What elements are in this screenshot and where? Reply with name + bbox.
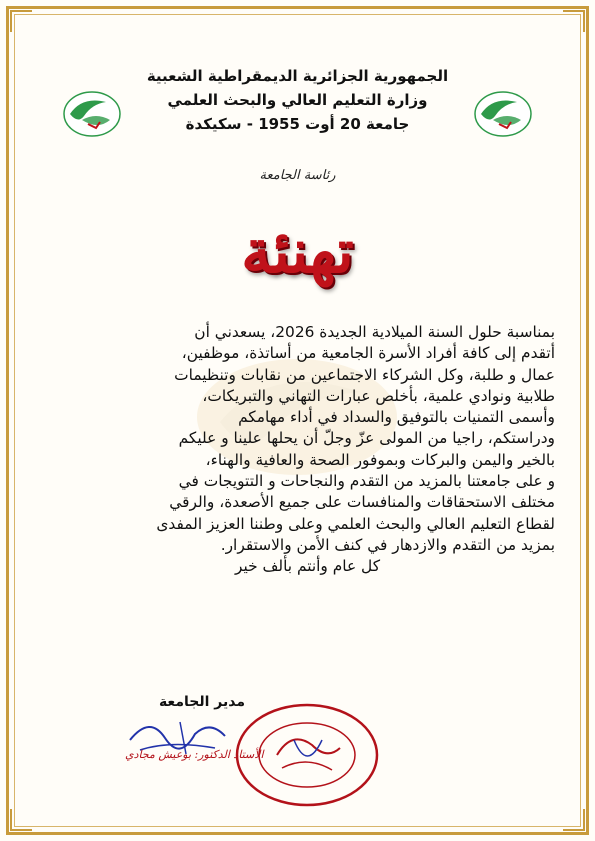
message-body xyxy=(30,322,555,578)
closing-line: كل عام وأنتم بألف خير xyxy=(234,557,381,576)
corner-ornament xyxy=(10,10,32,32)
university-logo-left xyxy=(62,90,122,138)
presidency-label: رئاسة الجامعة xyxy=(259,168,336,183)
university-name: جامعة 20 أوت 1955 - سكيكدة xyxy=(185,115,410,133)
body-line: أتقدم إلى كافة أفراد الأسرة الجامعية من أساتذة، موظفين، xyxy=(181,344,555,363)
corner-ornament xyxy=(563,10,585,32)
official-stamp xyxy=(232,700,382,810)
corner-ornament xyxy=(563,809,585,831)
body-line: بمزيد من التقدم والازدهار في كنف الأمن والاستقرار. xyxy=(220,535,555,554)
director-name: الأستاذ الدكتور: بوعيش مجادي xyxy=(125,748,264,761)
page-title: تهنئة xyxy=(241,217,354,287)
ministry-name: وزارة التعليم العالي والبحث العلمي xyxy=(167,91,428,109)
body-line: عمال و طلبة، وكل الشركاء الاجتماعين من نقابات وتنظيمات xyxy=(174,365,555,384)
body-line: ودراستكم، راجيا من المولى عزّ وجلّ أن يحلها علينا و عليكم xyxy=(178,429,555,448)
corner-ornament xyxy=(10,809,32,831)
body-line: مختلف الاستحقاقات والمنافسات على جميع الأصعدة، والرقي xyxy=(169,493,555,512)
handwritten-signature xyxy=(120,710,240,770)
body-line: وأسمى التمنيات بالتوفيق والسداد في أداء مهامكم xyxy=(238,408,555,427)
body-line: طلابية ونوادي علمية، بأخلص عبارات التهاني والتبريكات، xyxy=(202,386,555,405)
republic-name: الجمهورية الجزائرية الديمقراطية الشعبية xyxy=(146,67,449,85)
body-line: و على جامعتنا بالمزيد من التقدم والنجاحات و التتويجات في xyxy=(178,472,555,491)
signature-title: مدير الجامعة xyxy=(158,694,245,710)
university-logo-right xyxy=(473,90,533,138)
body-line: بالخير واليمن والبركات وبموفور الصحة والعافية والهناء، xyxy=(205,450,555,469)
document-header xyxy=(120,64,475,136)
body-line: بمناسبة حلول السنة الميلادية الجديدة 2026، يسعدني أن xyxy=(194,323,555,341)
body-line: لقطاع التعليم العالي والبحث العلمي وعلى وطننا العزيز المفدى xyxy=(156,514,555,533)
